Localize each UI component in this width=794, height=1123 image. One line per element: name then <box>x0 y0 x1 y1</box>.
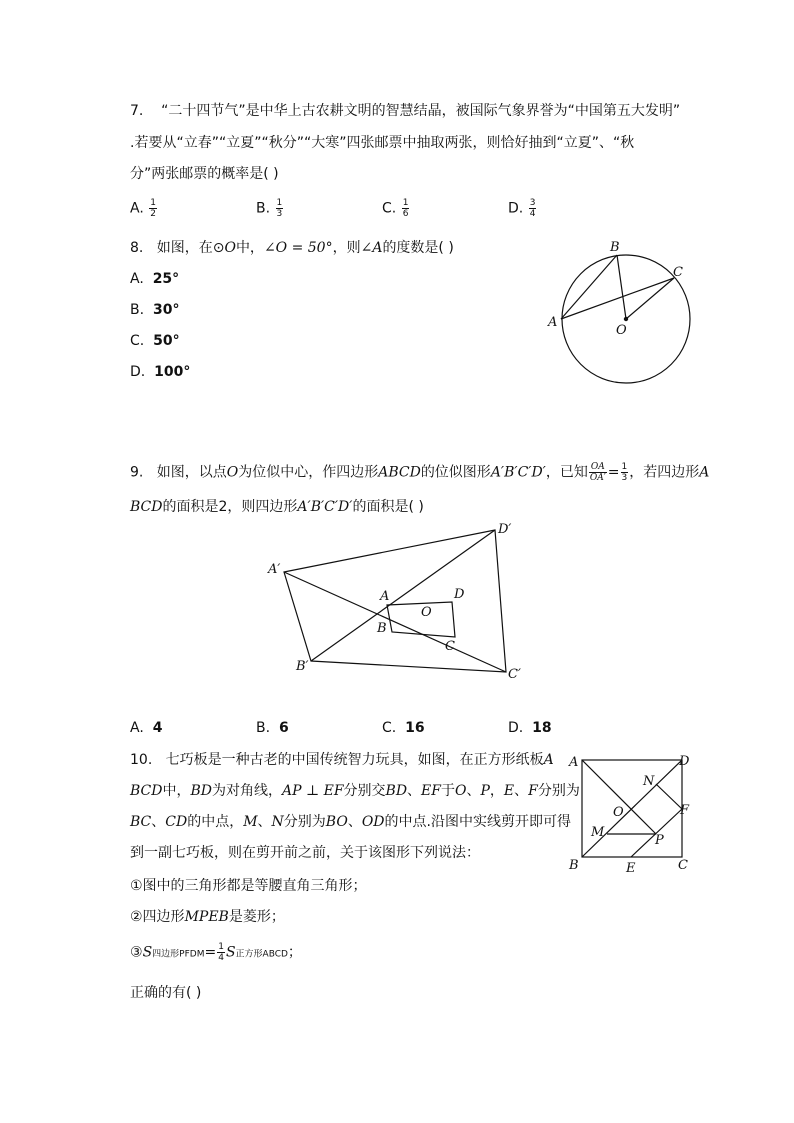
q8-label-o: O <box>616 323 627 338</box>
q9-line1: 9. 如图，以点O为位似中心，作四边形ABCD的位似图形A′B′C′D′，已知 $\frac{OA}{OA'}$ = $\frac{1}{3}$ ，若四边形A <box>130 462 710 483</box>
q9-line-b1d1 <box>311 530 495 661</box>
q7-line3: 分”两张邮票的概率是( ) <box>130 166 279 182</box>
q10-statement-3: ③S四边形PFDM= $\frac{1}{4}$ S正方形ABCD； <box>130 942 302 963</box>
q7-option-a-fraction: $\frac{1}{2}$ <box>150 198 156 219</box>
q9-label-d: D <box>454 587 465 602</box>
q10-label-n: N <box>643 774 655 789</box>
q9-line2: BCD的面积是2，则四边形A′B′C′D′的面积是( ) <box>130 499 424 515</box>
q7-line2: .若要从“立春”“立夏”“秋分”“大寒”四张邮票中抽取两张，则恰好抽到“立夏”、“秋 <box>130 135 635 151</box>
q7-option-a: A. $\frac{1}{2}$ <box>130 198 156 219</box>
q8-label-b: B <box>610 240 620 255</box>
q10-label-o: O <box>613 805 624 820</box>
q9-label-d1: D′ <box>498 522 512 537</box>
q9-label-a1: A′ <box>268 562 281 577</box>
q9-label-b1: B′ <box>296 659 309 674</box>
q9-option-b: B. 6 <box>256 720 289 736</box>
q9-label-c1: C′ <box>508 667 521 682</box>
q7-number: 7. <box>130 103 144 119</box>
q7-line1 <box>130 101 680 121</box>
q10-line1: 10. 七巧板是一种古老的中国传统智力玩具，如图，在正方形纸板A <box>130 752 554 768</box>
q8-option-b: B. 30° <box>130 302 180 318</box>
q10-label-f: F <box>680 803 690 818</box>
q8-option-a: A. 25° <box>130 271 180 287</box>
q9-label-o: O <box>421 605 432 620</box>
q8-label-c: C <box>673 265 683 280</box>
q10-number: 10. <box>130 752 153 768</box>
q9-ratio-fraction: $\frac{OA}{OA'}$ <box>589 462 606 483</box>
q7-option-c-fraction: $\frac{1}{6}$ <box>402 198 409 219</box>
q10-label-a: A <box>569 755 579 770</box>
q10-label-c: C <box>678 858 688 873</box>
q8-stem: 8. 如图，在⊙O中，∠O = 50°，则∠A的度数是( ) <box>130 240 454 256</box>
q9-homothety-figure <box>262 516 532 686</box>
q10-label-d: D <box>679 754 690 769</box>
q8-label-a: A <box>548 315 558 330</box>
q9-option-c: C. 16 <box>382 720 425 736</box>
q8-number: 8. <box>130 240 144 256</box>
q7-option-d-fraction: $\frac{3}{4}$ <box>529 198 536 219</box>
q10-statement-1: ①图中的三角形都是等腰直角三角形； <box>130 878 367 894</box>
q7-option-c: C. $\frac{1}{6}$ <box>382 198 409 219</box>
q8-circle-figure <box>540 236 700 388</box>
q8-chord-ac <box>561 278 674 319</box>
q10-answer-prompt: 正确的有( ) <box>130 985 202 1001</box>
q8-center-dot <box>624 317 628 321</box>
q8-option-c: C. 50° <box>130 333 180 349</box>
q7-option-d: D. $\frac{3}{4}$ <box>508 198 536 219</box>
q10-tangram-figure <box>564 748 700 878</box>
q10-line4: 到一副七巧板，则在剪开前之前，关于该图形下列说法： <box>130 845 480 861</box>
q10-label-b: B <box>569 858 579 873</box>
q9-ratio-value: $\frac{1}{3}$ <box>621 462 628 483</box>
q7-text-1: “二十四节气”是中华上古农耕文明的智慧结晶，被国际气象界誉为“中国第五大发明” <box>161 103 681 119</box>
q8-option-d: D. 100° <box>130 364 191 380</box>
q10-label-p: P <box>655 833 664 848</box>
q9-number: 9. <box>130 464 144 481</box>
q9-label-c: C <box>445 639 455 654</box>
q9-option-d: D. 18 <box>508 720 552 736</box>
q10-line-nf <box>656 784 682 809</box>
q7-option-b: B. $\frac{1}{3}$ <box>256 198 283 219</box>
q9-label-b: B <box>377 621 387 636</box>
q10-line-ap <box>582 760 656 834</box>
q10-statement-2: ②四边形MPEB是菱形； <box>130 909 285 925</box>
q10-label-e: E <box>626 861 636 876</box>
q7-option-b-fraction: $\frac{1}{3}$ <box>276 198 283 219</box>
q8-radius-oc <box>626 278 674 319</box>
q8-angle-expr: ∠O = 50° <box>263 240 333 256</box>
q10-quarter-fraction: $\frac{1}{4}$ <box>218 942 224 963</box>
q10-line3: BC、CD的中点，M、N分别为BO、OD的中点.沿图中实线剪开即可得 <box>130 814 571 830</box>
q8-radius-ob <box>617 255 626 319</box>
q10-label-m: M <box>591 825 605 840</box>
q9-label-a: A <box>380 589 390 604</box>
q10-line2: BCD中，BD为对角线，AP ⊥ EF分别交BD、EF于O、P，E、F分别为 <box>130 783 580 799</box>
q9-option-a: A. 4 <box>130 720 163 736</box>
